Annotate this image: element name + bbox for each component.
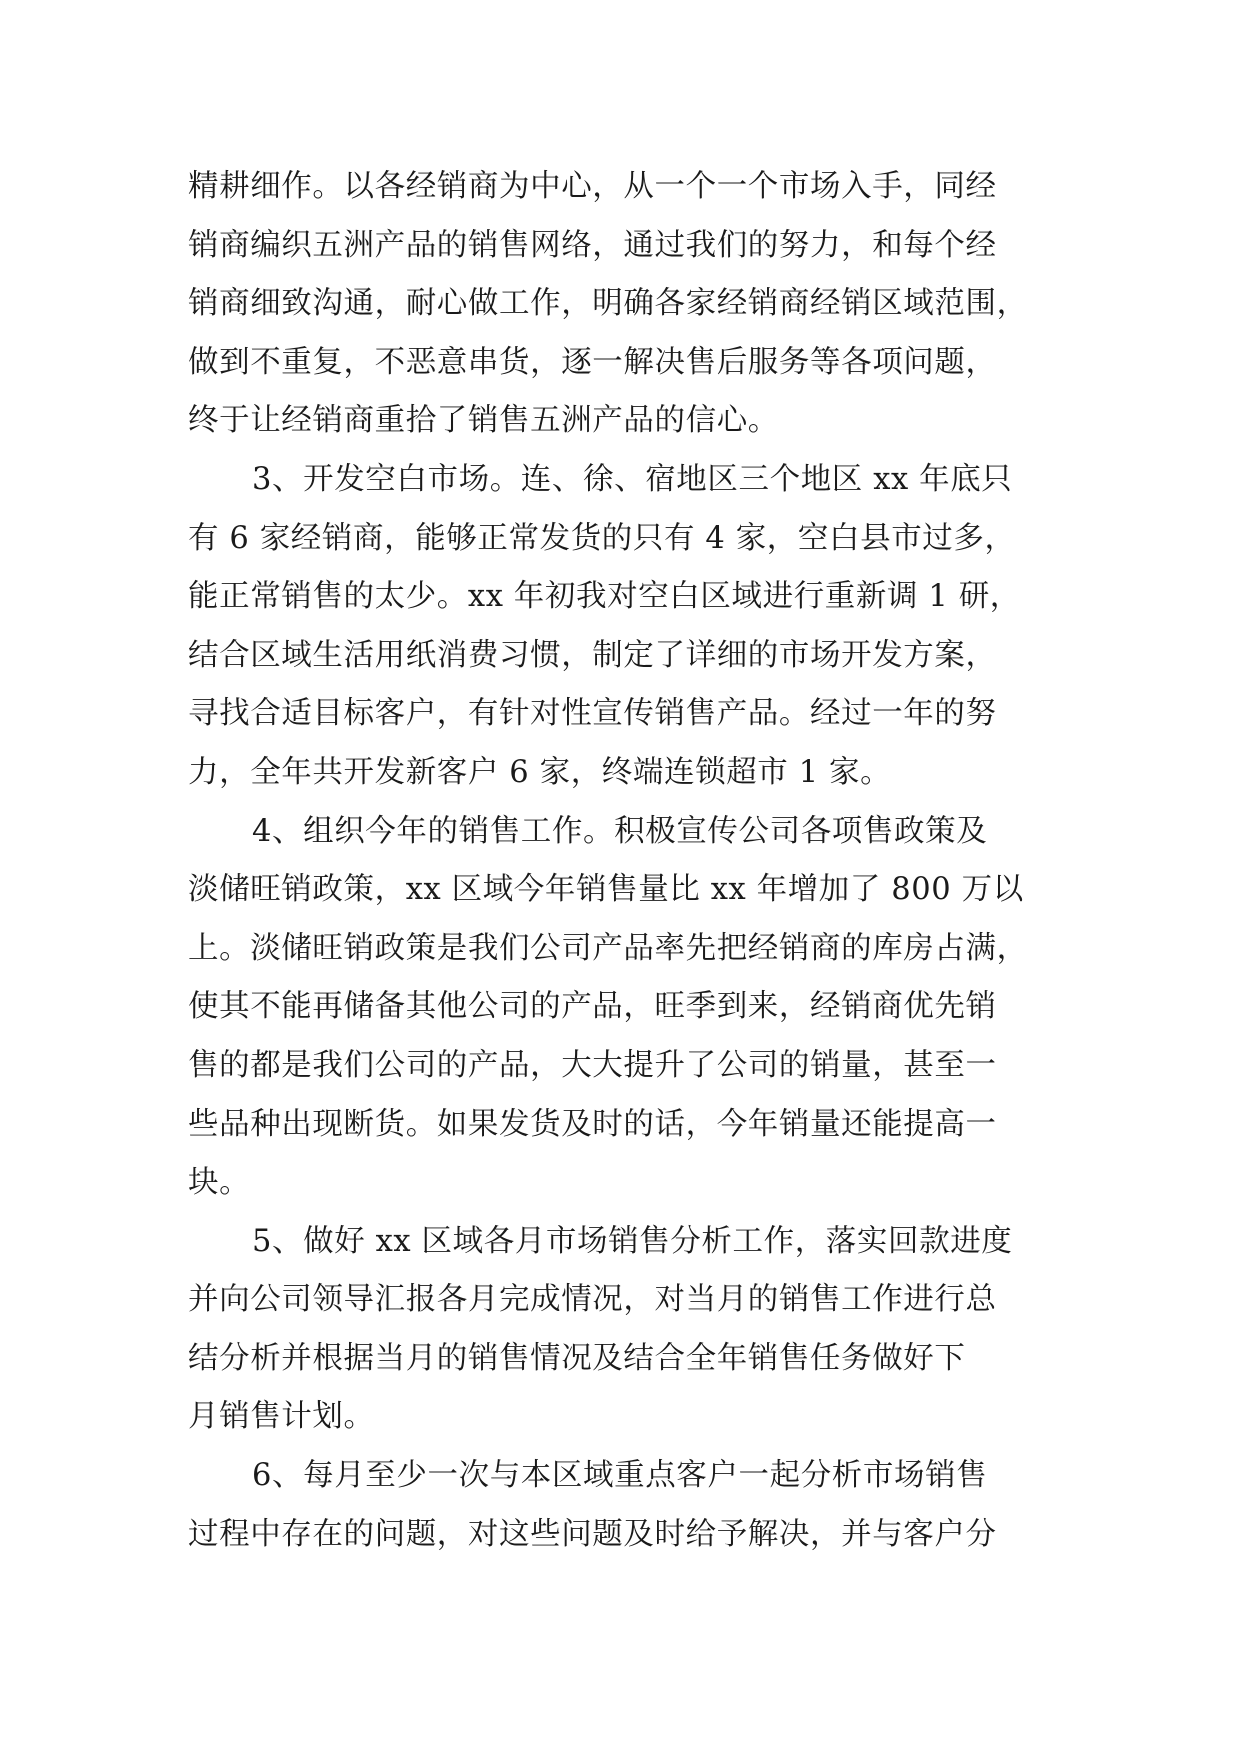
text-line: 过程中存在的问题，对这些问题及时给予解决，并与客户分 (188, 1516, 997, 1552)
text-line: 些品种出现断货。如果发货及时的话，今年销量还能提高一 (188, 1106, 997, 1142)
text-line: 块。 (188, 1165, 251, 1201)
text-line: 销商编织五洲产品的销售网络，通过我们的努力，和每个经 (188, 227, 997, 263)
text-line: 上。淡储旺销政策是我们公司产品率先把经销商的库房占满， (188, 930, 1028, 966)
paragraph-start-line: 4、组织今年的销售工作。积极宣传公司各项售政策及 (252, 813, 988, 849)
text-line: 寻找合适目标客户，有针对性宣传销售产品。经过一年的努 (188, 696, 997, 732)
paragraph-start-line: 6、每月至少一次与本区域重点客户一起分析市场销售 (252, 1458, 988, 1494)
text-line: 能正常销售的太少。xx 年初我对空白区域进行重新调 1 研， (188, 579, 1021, 615)
text-line: 力，全年共开发新客户 6 家，终端连锁超市 1 家。 (188, 754, 892, 790)
text-line: 淡储旺销政策，xx 区域今年销售量比 xx 年增加了 800 万以 (188, 872, 1024, 908)
text-line: 使其不能再储备其他公司的产品，旺季到来，经销商优先销 (188, 989, 997, 1025)
text-line: 并向公司领导汇报各月完成情况，对当月的销售工作进行总 (188, 1282, 997, 1318)
body-text (188, 158, 1052, 1564)
text-line: 销商细致沟通，耐心做工作，明确各家经销商经销区域范围， (188, 286, 1028, 322)
text-line: 售的都是我们公司的产品，大大提升了公司的销量，甚至一 (188, 1047, 997, 1083)
paragraph-start-line: 3、开发空白市场。连、徐、宿地区三个地区 xx 年底只 (252, 461, 1013, 497)
text-line: 做到不重复，不恶意串货，逐一解决售后服务等各项问题， (188, 344, 997, 380)
text-line: 月销售计划。 (188, 1399, 375, 1435)
text-line: 结合区域生活用纸消费习惯，制定了详细的市场开发方案， (188, 637, 997, 673)
text-line: 结分析并根据当月的销售情况及结合全年销售任务做好下 (188, 1340, 966, 1376)
paragraph-start-line: 5、做好 xx 区域各月市场销售分析工作，落实回款进度 (252, 1223, 1013, 1259)
text-line: 终于让经销商重拾了销售五洲产品的信心。 (188, 403, 779, 439)
text-line: 有 6 家经销商，能够正常发货的只有 4 家，空白县市过多， (188, 520, 1016, 556)
text-line: 精耕细作。以各经销商为中心，从一个一个市场入手，同经 (188, 169, 997, 204)
